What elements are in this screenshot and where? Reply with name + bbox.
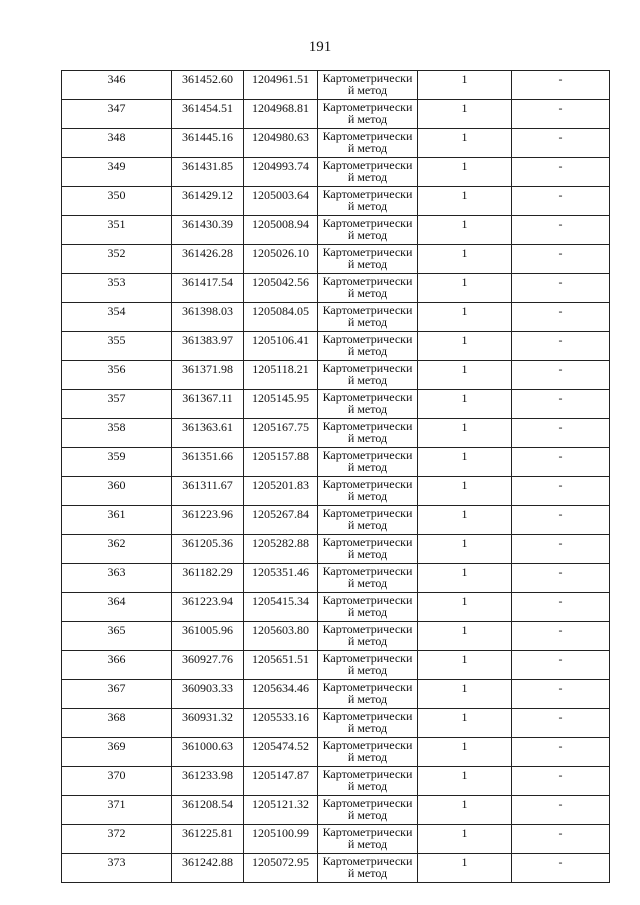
note-cell: - (512, 71, 610, 100)
method-text-line: й метод (347, 692, 388, 706)
method-text-line: й метод (347, 141, 388, 155)
table-row (62, 187, 610, 216)
method-text-line: й метод (347, 518, 388, 532)
point-number-cell: 357 (62, 390, 172, 419)
method-cell (318, 71, 418, 100)
table-row (62, 825, 610, 854)
method-text-line: Картометрически (322, 854, 413, 868)
accuracy-cell: 1 (418, 361, 512, 390)
y-coordinate-cell: 1204961.51 (244, 71, 318, 100)
method-cell (318, 825, 418, 854)
note-cell: - (512, 767, 610, 796)
y-coordinate-cell: 1205008.94 (244, 216, 318, 245)
note-cell: - (512, 796, 610, 825)
method-text-line: Картометрически (322, 419, 413, 433)
method-cell (318, 506, 418, 535)
accuracy-cell: 1 (418, 245, 512, 274)
x-coordinate-cell: 361445.16 (172, 129, 244, 158)
note-cell: - (512, 477, 610, 506)
accuracy-cell: 1 (418, 100, 512, 129)
method-cell (318, 303, 418, 332)
table-row (62, 564, 610, 593)
method-cell (318, 854, 418, 883)
method-cell (318, 390, 418, 419)
method-text-line: Картометрически (322, 71, 413, 85)
x-coordinate-cell: 361398.03 (172, 303, 244, 332)
accuracy-cell: 1 (418, 854, 512, 883)
accuracy-cell: 1 (418, 593, 512, 622)
method-text-line: й метод (347, 402, 388, 416)
y-coordinate-cell: 1205072.95 (244, 854, 318, 883)
accuracy-cell: 1 (418, 448, 512, 477)
table-row (62, 535, 610, 564)
note-cell: - (512, 419, 610, 448)
method-cell (318, 245, 418, 274)
table-row (62, 71, 610, 100)
method-text-line: Картометрически (322, 651, 413, 665)
y-coordinate-cell: 1205042.56 (244, 274, 318, 303)
x-coordinate-cell: 361223.94 (172, 593, 244, 622)
method-text-line: Картометрически (322, 622, 413, 636)
method-text-line: й метод (347, 286, 388, 300)
y-coordinate-cell: 1205351.46 (244, 564, 318, 593)
method-text-line: Картометрически (322, 158, 413, 172)
method-text-line: Картометрически (322, 767, 413, 781)
y-coordinate-cell: 1204993.74 (244, 158, 318, 187)
method-cell (318, 622, 418, 651)
point-number-cell: 362 (62, 535, 172, 564)
table-row (62, 709, 610, 738)
note-cell: - (512, 506, 610, 535)
accuracy-cell: 1 (418, 796, 512, 825)
note-cell: - (512, 535, 610, 564)
point-number-cell: 349 (62, 158, 172, 187)
method-text-line: Картометрически (322, 245, 413, 259)
y-coordinate-cell: 1205121.32 (244, 796, 318, 825)
table-row (62, 100, 610, 129)
method-text-line: й метод (347, 373, 388, 387)
note-cell: - (512, 303, 610, 332)
accuracy-cell: 1 (418, 564, 512, 593)
note-cell: - (512, 622, 610, 651)
y-coordinate-cell: 1205267.84 (244, 506, 318, 535)
table-row (62, 593, 610, 622)
method-text-line: Картометрически (322, 303, 413, 317)
x-coordinate-cell: 361452.60 (172, 71, 244, 100)
point-number-cell: 352 (62, 245, 172, 274)
y-coordinate-cell: 1205603.80 (244, 622, 318, 651)
method-text-line: й метод (347, 344, 388, 358)
y-coordinate-cell: 1205147.87 (244, 767, 318, 796)
point-number-cell: 360 (62, 477, 172, 506)
method-cell (318, 129, 418, 158)
accuracy-cell: 1 (418, 187, 512, 216)
point-number-cell: 346 (62, 71, 172, 100)
method-cell (318, 158, 418, 187)
method-cell (318, 332, 418, 361)
method-text-line: й метод (347, 779, 388, 793)
accuracy-cell: 1 (418, 651, 512, 680)
method-text-line: й метод (347, 634, 388, 648)
x-coordinate-cell: 361430.39 (172, 216, 244, 245)
method-text-line: Картометрически (322, 680, 413, 694)
accuracy-cell: 1 (418, 71, 512, 100)
method-cell (318, 564, 418, 593)
x-coordinate-cell: 361363.61 (172, 419, 244, 448)
y-coordinate-cell: 1205026.10 (244, 245, 318, 274)
y-coordinate-cell: 1205106.41 (244, 332, 318, 361)
point-number-cell: 368 (62, 709, 172, 738)
x-coordinate-cell: 360903.33 (172, 680, 244, 709)
table-row (62, 477, 610, 506)
accuracy-cell: 1 (418, 158, 512, 187)
x-coordinate-cell: 361311.67 (172, 477, 244, 506)
method-text-line: Картометрически (322, 216, 413, 230)
note-cell: - (512, 100, 610, 129)
method-cell (318, 738, 418, 767)
accuracy-cell: 1 (418, 419, 512, 448)
method-text-line: Картометрически (322, 825, 413, 839)
method-text-line: Картометрически (322, 593, 413, 607)
method-cell (318, 535, 418, 564)
method-cell (318, 419, 418, 448)
point-number-cell: 358 (62, 419, 172, 448)
point-number-cell: 353 (62, 274, 172, 303)
method-cell (318, 216, 418, 245)
point-number-cell: 364 (62, 593, 172, 622)
method-text-line: й метод (347, 489, 388, 503)
note-cell: - (512, 825, 610, 854)
x-coordinate-cell: 361431.85 (172, 158, 244, 187)
coordinates-table-body (62, 71, 610, 883)
table-row (62, 390, 610, 419)
y-coordinate-cell: 1205474.52 (244, 738, 318, 767)
x-coordinate-cell: 361417.54 (172, 274, 244, 303)
table-row (62, 854, 610, 883)
accuracy-cell: 1 (418, 332, 512, 361)
method-text-line: Картометрически (322, 129, 413, 143)
method-cell (318, 274, 418, 303)
table-row (62, 361, 610, 390)
accuracy-cell: 1 (418, 825, 512, 854)
point-number-cell: 354 (62, 303, 172, 332)
x-coordinate-cell: 361000.63 (172, 738, 244, 767)
note-cell: - (512, 245, 610, 274)
accuracy-cell: 1 (418, 129, 512, 158)
table-row (62, 796, 610, 825)
method-text-line: Картометрически (322, 535, 413, 549)
x-coordinate-cell: 361005.96 (172, 622, 244, 651)
accuracy-cell: 1 (418, 216, 512, 245)
method-text-line: й метод (347, 605, 388, 619)
method-cell (318, 796, 418, 825)
accuracy-cell: 1 (418, 680, 512, 709)
y-coordinate-cell: 1205145.95 (244, 390, 318, 419)
method-text-line: Картометрически (322, 477, 413, 491)
accuracy-cell: 1 (418, 303, 512, 332)
point-number-cell: 351 (62, 216, 172, 245)
method-text-line: й метод (347, 837, 388, 851)
table-row (62, 680, 610, 709)
x-coordinate-cell: 361383.97 (172, 332, 244, 361)
note-cell: - (512, 564, 610, 593)
method-text-line: й метод (347, 576, 388, 590)
table-row (62, 332, 610, 361)
y-coordinate-cell: 1204980.63 (244, 129, 318, 158)
x-coordinate-cell: 361351.66 (172, 448, 244, 477)
y-coordinate-cell: 1205282.88 (244, 535, 318, 564)
y-coordinate-cell: 1205100.99 (244, 825, 318, 854)
y-coordinate-cell: 1205118.21 (244, 361, 318, 390)
method-text-line: Картометрически (322, 361, 413, 375)
method-cell (318, 361, 418, 390)
method-text-line: й метод (347, 112, 388, 126)
note-cell: - (512, 216, 610, 245)
method-text-line: й метод (347, 431, 388, 445)
x-coordinate-cell: 361371.98 (172, 361, 244, 390)
method-cell (318, 448, 418, 477)
y-coordinate-cell: 1205415.34 (244, 593, 318, 622)
method-cell (318, 680, 418, 709)
y-coordinate-cell: 1205201.83 (244, 477, 318, 506)
method-text-line: й метод (347, 315, 388, 329)
coordinates-table (61, 70, 610, 883)
x-coordinate-cell: 361233.98 (172, 767, 244, 796)
method-text-line: й метод (347, 721, 388, 735)
table-row (62, 158, 610, 187)
method-text-line: й метод (347, 750, 388, 764)
table-row (62, 767, 610, 796)
table-row (62, 738, 610, 767)
method-text-line: й метод (347, 170, 388, 184)
point-number-cell: 348 (62, 129, 172, 158)
point-number-cell: 356 (62, 361, 172, 390)
table-row (62, 506, 610, 535)
y-coordinate-cell: 1204968.81 (244, 100, 318, 129)
table-row (62, 274, 610, 303)
page-number: 191 (308, 39, 332, 55)
accuracy-cell: 1 (418, 506, 512, 535)
point-number-cell: 347 (62, 100, 172, 129)
table-row (62, 303, 610, 332)
y-coordinate-cell: 1205084.05 (244, 303, 318, 332)
table-row (62, 129, 610, 158)
table-row (62, 419, 610, 448)
point-number-cell: 369 (62, 738, 172, 767)
method-text-line: й метод (347, 866, 388, 880)
method-text-line: Картометрически (322, 332, 413, 346)
x-coordinate-cell: 361205.36 (172, 535, 244, 564)
point-number-cell: 373 (62, 854, 172, 883)
point-number-cell: 365 (62, 622, 172, 651)
table-row (62, 448, 610, 477)
y-coordinate-cell: 1205167.75 (244, 419, 318, 448)
y-coordinate-cell: 1205157.88 (244, 448, 318, 477)
note-cell: - (512, 448, 610, 477)
note-cell: - (512, 680, 610, 709)
method-text-line: й метод (347, 199, 388, 213)
method-text-line: Картометрически (322, 187, 413, 201)
method-text-line: й метод (347, 547, 388, 561)
x-coordinate-cell: 361426.28 (172, 245, 244, 274)
accuracy-cell: 1 (418, 622, 512, 651)
y-coordinate-cell: 1205634.46 (244, 680, 318, 709)
point-number-cell: 361 (62, 506, 172, 535)
note-cell: - (512, 593, 610, 622)
x-coordinate-cell: 360931.32 (172, 709, 244, 738)
table-row (62, 622, 610, 651)
method-text-line: Картометрически (322, 448, 413, 462)
x-coordinate-cell: 361225.81 (172, 825, 244, 854)
point-number-cell: 372 (62, 825, 172, 854)
method-text-line: й метод (347, 460, 388, 474)
method-cell (318, 767, 418, 796)
method-text-line: й метод (347, 257, 388, 271)
note-cell: - (512, 361, 610, 390)
note-cell: - (512, 187, 610, 216)
method-cell (318, 651, 418, 680)
note-cell: - (512, 129, 610, 158)
y-coordinate-cell: 1205003.64 (244, 187, 318, 216)
point-number-cell: 371 (62, 796, 172, 825)
accuracy-cell: 1 (418, 390, 512, 419)
point-number-cell: 350 (62, 187, 172, 216)
accuracy-cell: 1 (418, 767, 512, 796)
table-row (62, 245, 610, 274)
point-number-cell: 367 (62, 680, 172, 709)
x-coordinate-cell: 361367.11 (172, 390, 244, 419)
method-text-line: Картометрически (322, 506, 413, 520)
note-cell: - (512, 390, 610, 419)
method-text-line: Картометрически (322, 738, 413, 752)
y-coordinate-cell: 1205533.16 (244, 709, 318, 738)
note-cell: - (512, 709, 610, 738)
note-cell: - (512, 158, 610, 187)
note-cell: - (512, 332, 610, 361)
method-cell (318, 709, 418, 738)
method-text-line: й метод (347, 228, 388, 242)
method-text-line: й метод (347, 808, 388, 822)
accuracy-cell: 1 (418, 738, 512, 767)
x-coordinate-cell: 360927.76 (172, 651, 244, 680)
method-text-line: Картометрически (322, 390, 413, 404)
method-text-line: Картометрически (322, 709, 413, 723)
note-cell: - (512, 854, 610, 883)
method-text-line: Картометрически (322, 796, 413, 810)
point-number-cell: 370 (62, 767, 172, 796)
point-number-cell: 366 (62, 651, 172, 680)
x-coordinate-cell: 361182.29 (172, 564, 244, 593)
method-cell (318, 593, 418, 622)
note-cell: - (512, 651, 610, 680)
accuracy-cell: 1 (418, 709, 512, 738)
x-coordinate-cell: 361429.12 (172, 187, 244, 216)
method-text-line: й метод (347, 83, 388, 97)
table-row (62, 216, 610, 245)
accuracy-cell: 1 (418, 274, 512, 303)
method-cell (318, 187, 418, 216)
point-number-cell: 359 (62, 448, 172, 477)
x-coordinate-cell: 361208.54 (172, 796, 244, 825)
note-cell: - (512, 274, 610, 303)
method-text-line: Картометрически (322, 274, 413, 288)
method-text-line: й метод (347, 663, 388, 677)
note-cell: - (512, 738, 610, 767)
y-coordinate-cell: 1205651.51 (244, 651, 318, 680)
method-cell (318, 477, 418, 506)
accuracy-cell: 1 (418, 535, 512, 564)
point-number-cell: 355 (62, 332, 172, 361)
method-text-line: Картометрически (322, 100, 413, 114)
x-coordinate-cell: 361242.88 (172, 854, 244, 883)
table-row (62, 651, 610, 680)
accuracy-cell: 1 (418, 477, 512, 506)
point-number-cell: 363 (62, 564, 172, 593)
method-text-line: Картометрически (322, 564, 413, 578)
x-coordinate-cell: 361223.96 (172, 506, 244, 535)
x-coordinate-cell: 361454.51 (172, 100, 244, 129)
method-cell (318, 100, 418, 129)
